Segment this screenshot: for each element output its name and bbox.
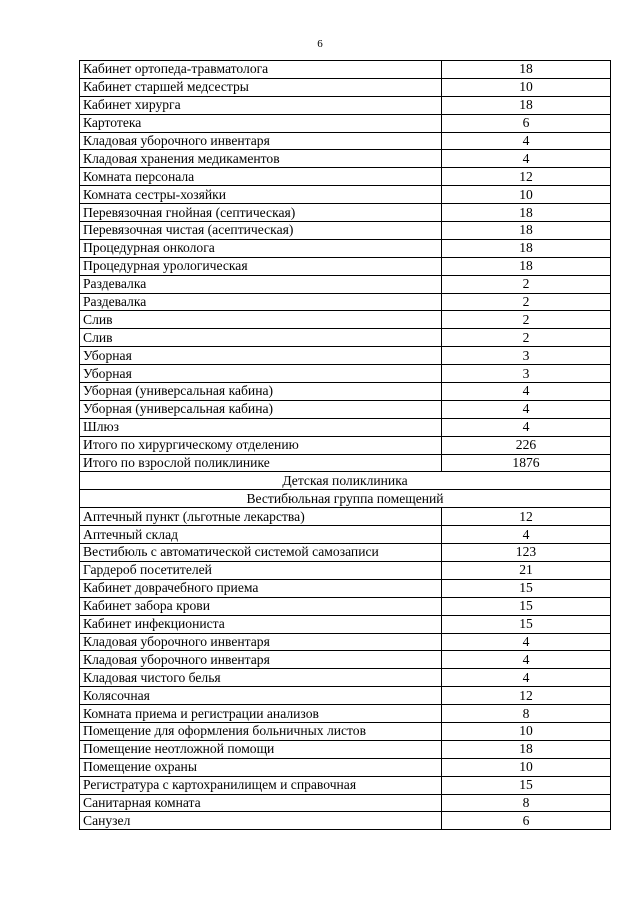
room-name-cell: Помещение неотложной помощи — [80, 740, 442, 758]
room-area-cell: 18 — [442, 61, 611, 79]
room-name-cell: Кабинет хирурга — [80, 96, 442, 114]
room-name-cell: Кабинет ортопеда-травматолога — [80, 61, 442, 79]
room-name-cell: Санитарная комната — [80, 794, 442, 812]
table-row — [80, 597, 611, 615]
table-row — [80, 96, 611, 114]
room-area-cell: 4 — [442, 651, 611, 669]
table-row — [80, 383, 611, 401]
room-area-cell: 4 — [442, 150, 611, 168]
table-row — [80, 669, 611, 687]
room-name-cell: Кабинет инфекциониста — [80, 615, 442, 633]
room-area-cell: 10 — [442, 78, 611, 96]
room-name-cell: Раздевалка — [80, 293, 442, 311]
room-name-cell: Аптечный пункт (льготные лекарства) — [80, 508, 442, 526]
room-area-cell: 18 — [442, 222, 611, 240]
room-name-cell: Регистратура с картохранилищем и справочная — [80, 776, 442, 794]
room-area-cell: 2 — [442, 275, 611, 293]
room-area-cell: 4 — [442, 383, 611, 401]
table-row — [80, 329, 611, 347]
table-row — [80, 812, 611, 830]
room-name-cell: Уборная (универсальная кабина) — [80, 400, 442, 418]
section-header-cell: Детская поликлиника — [80, 472, 611, 490]
room-area-cell: 15 — [442, 615, 611, 633]
room-area-cell: 10 — [442, 186, 611, 204]
room-area-cell: 10 — [442, 758, 611, 776]
section-header-row — [80, 490, 611, 508]
table-row — [80, 78, 611, 96]
page-number: 6 — [317, 38, 323, 50]
room-name-cell: Кладовая чистого белья — [80, 669, 442, 687]
room-name-cell: Кладовая уборочного инвентаря — [80, 651, 442, 669]
room-name-cell: Помещение для оформления больничных листов — [80, 722, 442, 740]
section-header-row — [80, 472, 611, 490]
room-area-cell: 1876 — [442, 454, 611, 472]
table-row — [80, 544, 611, 562]
table-row — [80, 347, 611, 365]
table-row — [80, 579, 611, 597]
rooms-table-body — [80, 61, 611, 830]
room-area-cell: 18 — [442, 204, 611, 222]
table-row — [80, 776, 611, 794]
room-area-cell: 3 — [442, 365, 611, 383]
table-row — [80, 204, 611, 222]
room-area-cell: 4 — [442, 633, 611, 651]
room-area-cell: 12 — [442, 687, 611, 705]
room-name-cell: Уборная — [80, 365, 442, 383]
table-row — [80, 239, 611, 257]
room-area-cell: 123 — [442, 544, 611, 562]
room-area-cell: 2 — [442, 293, 611, 311]
table-row — [80, 651, 611, 669]
table-row — [80, 222, 611, 240]
table-row — [80, 615, 611, 633]
room-area-cell: 4 — [442, 400, 611, 418]
room-name-cell: Итого по хирургическому отделению — [80, 436, 442, 454]
table-row — [80, 758, 611, 776]
room-area-cell: 12 — [442, 168, 611, 186]
room-name-cell: Уборная — [80, 347, 442, 365]
room-area-cell: 18 — [442, 96, 611, 114]
table-row — [80, 293, 611, 311]
room-area-cell: 6 — [442, 812, 611, 830]
room-name-cell: Гардероб посетителей — [80, 561, 442, 579]
room-name-cell: Перевязочная гнойная (септическая) — [80, 204, 442, 222]
room-name-cell: Комната приема и регистрации анализов — [80, 705, 442, 723]
room-name-cell: Кабинет старшей медсестры — [80, 78, 442, 96]
room-area-cell: 12 — [442, 508, 611, 526]
room-name-cell: Слив — [80, 329, 442, 347]
room-area-cell: 10 — [442, 722, 611, 740]
room-name-cell: Шлюз — [80, 418, 442, 436]
table-row — [80, 275, 611, 293]
room-area-cell: 15 — [442, 597, 611, 615]
room-name-cell: Комната персонала — [80, 168, 442, 186]
room-name-cell: Процедурная онколога — [80, 239, 442, 257]
room-area-cell: 8 — [442, 705, 611, 723]
room-area-cell: 4 — [442, 418, 611, 436]
room-name-cell: Процедурная урологическая — [80, 257, 442, 275]
table-row — [80, 400, 611, 418]
room-area-cell: 8 — [442, 794, 611, 812]
room-area-cell: 4 — [442, 669, 611, 687]
table-row — [80, 722, 611, 740]
table-row — [80, 633, 611, 651]
table-row — [80, 186, 611, 204]
table-row — [80, 311, 611, 329]
table-row — [80, 740, 611, 758]
room-area-cell: 6 — [442, 114, 611, 132]
room-area-cell: 2 — [442, 329, 611, 347]
room-name-cell: Кабинет доврачебного приема — [80, 579, 442, 597]
table-row — [80, 561, 611, 579]
table-row — [80, 61, 611, 79]
table-row — [80, 132, 611, 150]
table-row — [80, 257, 611, 275]
table-row — [80, 508, 611, 526]
room-area-cell: 226 — [442, 436, 611, 454]
room-name-cell: Колясочная — [80, 687, 442, 705]
room-name-cell: Кладовая уборочного инвентаря — [80, 132, 442, 150]
table-row — [80, 794, 611, 812]
room-name-cell: Слив — [80, 311, 442, 329]
room-area-cell: 15 — [442, 579, 611, 597]
room-name-cell: Кабинет забора крови — [80, 597, 442, 615]
table-row — [80, 526, 611, 544]
room-area-cell: 2 — [442, 311, 611, 329]
room-name-cell: Комната сестры-хозяйки — [80, 186, 442, 204]
table-row — [80, 418, 611, 436]
room-name-cell: Аптечный склад — [80, 526, 442, 544]
rooms-table — [79, 60, 611, 830]
room-name-cell: Вестибюль с автоматической системой самозаписи — [80, 544, 442, 562]
room-area-cell: 18 — [442, 257, 611, 275]
room-name-cell: Помещение охраны — [80, 758, 442, 776]
room-area-cell: 3 — [442, 347, 611, 365]
table-row — [80, 454, 611, 472]
room-name-cell: Санузел — [80, 812, 442, 830]
room-area-cell: 18 — [442, 740, 611, 758]
room-area-cell: 18 — [442, 239, 611, 257]
room-name-cell: Перевязочная чистая (асептическая) — [80, 222, 442, 240]
table-row — [80, 168, 611, 186]
section-header-cell: Вестибюльная группа помещений — [80, 490, 611, 508]
room-area-cell: 15 — [442, 776, 611, 794]
room-area-cell: 4 — [442, 132, 611, 150]
table-row — [80, 705, 611, 723]
table-row — [80, 150, 611, 168]
table-row — [80, 114, 611, 132]
room-name-cell: Кладовая уборочного инвентаря — [80, 633, 442, 651]
room-name-cell: Уборная (универсальная кабина) — [80, 383, 442, 401]
room-name-cell: Кладовая хранения медикаментов — [80, 150, 442, 168]
table-row — [80, 436, 611, 454]
room-name-cell: Итого по взрослой поликлинике — [80, 454, 442, 472]
room-name-cell: Картотека — [80, 114, 442, 132]
table-row — [80, 365, 611, 383]
room-name-cell: Раздевалка — [80, 275, 442, 293]
room-area-cell: 4 — [442, 526, 611, 544]
table-row — [80, 687, 611, 705]
room-area-cell: 21 — [442, 561, 611, 579]
